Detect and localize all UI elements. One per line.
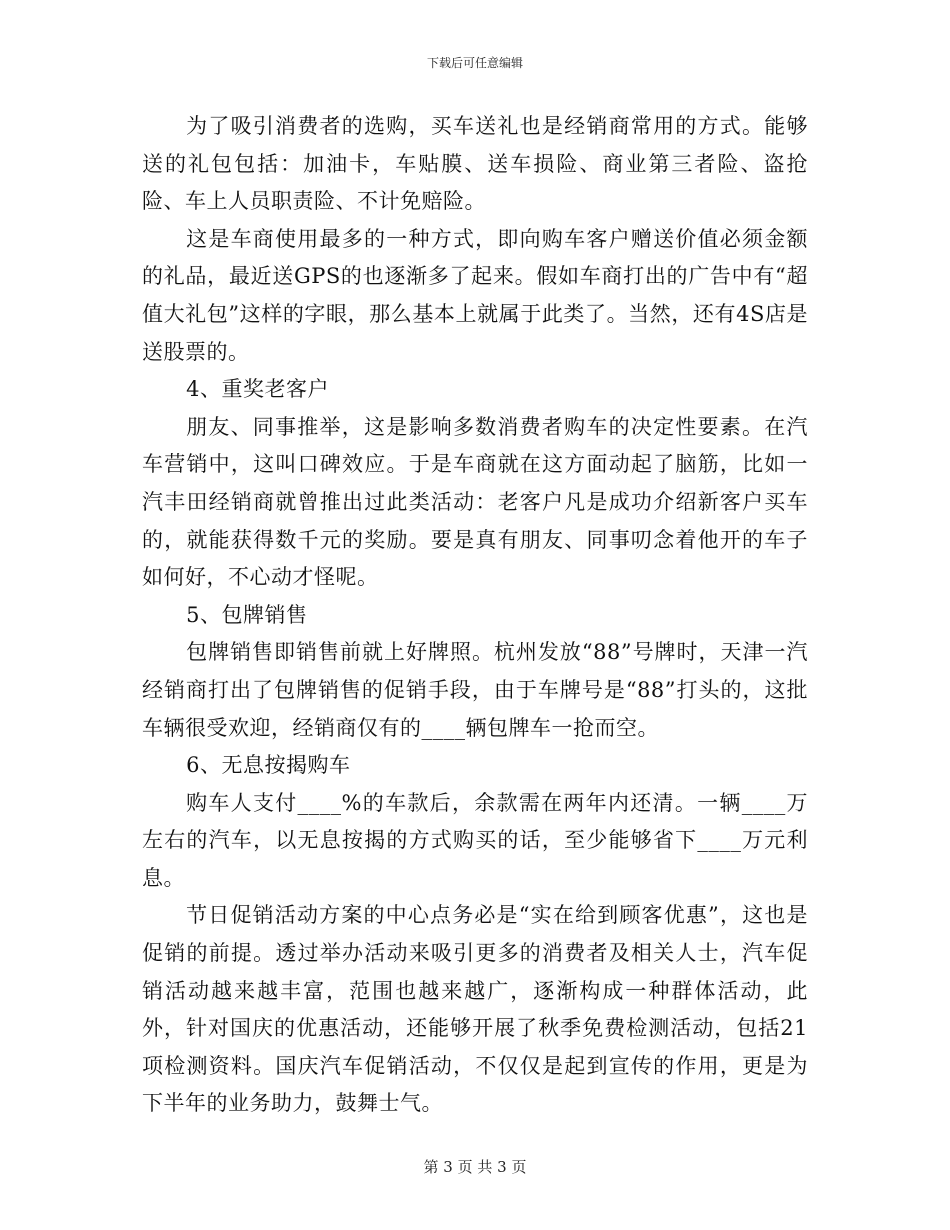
heading-interest-free-loan: 6、无息按揭购车 (186, 753, 351, 778)
paragraph-loan-details: 购车人支付____%的车款后，余款需在两年内还清。一辆____万左右的汽车，以无息按揭的方式购买的话，至少能够省下____万元利息。 (142, 790, 808, 890)
heading-reward-old-customers: 4、重奖老客户 (186, 377, 329, 402)
page-footer: 第 3 页 共 3 页 (423, 1158, 527, 1176)
paragraph-plate-sales: 包牌销售即销售前就上好牌照。杭州发放“88”号牌时，天津一汽经销商打出了包牌销售的促销手段，由于车牌号是“88”打头的，这批车辆很受欢迎，经销商仅有的____辆包牌车一抢而空。 (142, 640, 808, 740)
document-body (142, 108, 808, 1123)
paragraph-gift-package: 为了吸引消费者的选购，买车送礼也是经销商常用的方式。能够送的礼包包括：加油卡，车贴膜、送车损险、商业第三者险、盗抢险、车上人员职责险、不计免赔险。 (142, 114, 808, 214)
paragraph-referral: 朋友、同事推举，这是影响多数消费者购车的决定性要素。在汽车营销中，这叫口碑效应。于是车商就在这方面动起了脑筋，比如一汽丰田经销商就曾推出过此类活动：老客户凡是成功介绍新客户买车的，就能获得数千元的奖励。要是真有朋友、同事叨念着他开的车子如何好，不心动才怪呢。 (142, 414, 808, 590)
paragraph-holiday-promotion: 节日促销活动方案的中心点务必是“实在给到顾客优惠”，这也是促销的前提。透过举办活动来吸引更多的消费者及相关人士，汽车促销活动越来越丰富，范围也越来越广，逐渐构成一种群体活动，此外，针对国庆的优惠活动，还能够开展了秋季免费检测活动，包括21项检测资料。国庆汽车促销活动，不仅仅是起到宣传的作用，更是为下半年的业务助力，鼓舞士气。 (142, 903, 808, 1116)
page-header: 下载后可任意编辑 (426, 56, 523, 70)
paragraph-gift-details: 这是车商使用最多的一种方式，即向购车客户赠送价值必须金额的礼品，最近送GPS的也逐渐多了起来。假如车商打出的广告中有“超值大礼包”这样的字眼，那么基本上就属于此类了。当然，还有4S店是送股票的。 (142, 226, 808, 364)
heading-plate-included-sales: 5、包牌销售 (186, 602, 308, 627)
